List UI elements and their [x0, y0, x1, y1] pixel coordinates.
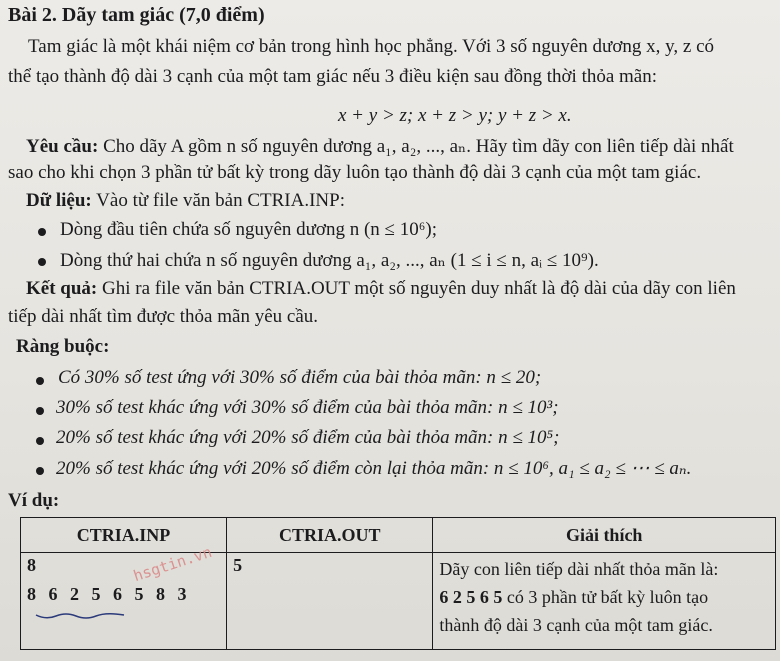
explanation-line-3: thành độ dài 3 cạnh của một tam giác.	[439, 615, 713, 635]
triangle-condition-formula: x + y > z; x + z > y; y + z > x.	[338, 105, 572, 126]
input-sequence: 8 6 2 5 6 5 8 3	[27, 584, 191, 604]
watermark-text: hsgtin.vn	[131, 542, 215, 586]
requirement-label: Yêu cầu:	[26, 136, 99, 157]
output-label: Kết quả:	[26, 278, 98, 299]
constraint-item-2: 30% số test khác ứng với 30% số điểm của bài thỏa mãn: n ≤ 10³;	[56, 397, 559, 418]
requirement-line-2: sao cho khi chọn 3 phần tử bất kỳ trong dãy luôn tạo thành độ dài 3 cạnh của một tam giác.	[8, 162, 702, 183]
explanation-line-1: Dãy con liên tiếp dài nhất thỏa mãn là:	[439, 559, 719, 579]
header-ctria-out: CTRIA.OUT	[227, 518, 433, 553]
constraint-item-4: 20% số test khác ứng với 20% số điểm còn lại thỏa mãn: n ≤ 10⁶, a₁ ≤ a₂ ≤ ⋯ ≤ aₙ.	[56, 458, 692, 479]
requirement-line-1	[26, 135, 734, 158]
bullet-icon	[36, 467, 44, 475]
explanation-cell	[433, 553, 776, 650]
header-ctria-inp: CTRIA.INP	[21, 518, 227, 553]
bullet-icon	[36, 377, 44, 385]
input-bullet-2: Dòng thứ hai chứa n số nguyên dương a₁, a₂, ..., aₙ (1 ≤ i ≤ n, aᵢ ≤ 10⁹).	[60, 250, 599, 271]
output-value: 5	[233, 555, 243, 575]
example-label: Ví dụ:	[8, 490, 60, 511]
constraints-label: Ràng buộc:	[16, 336, 110, 357]
requirement-text: Cho dãy A gồm n số nguyên dương a₁, a₂, ..., aₙ. Hãy tìm dãy con liên tiếp dài nhất	[98, 136, 734, 157]
input-cell	[21, 553, 227, 650]
table-header-row	[21, 518, 776, 553]
output-cell	[227, 553, 433, 650]
input-label: Dữ liệu:	[26, 190, 92, 211]
highlighted-sequence: 6 2 5 6 5	[439, 587, 503, 607]
output-line-1	[26, 278, 736, 300]
bullet-icon	[36, 407, 44, 415]
input-n-value: 8	[27, 555, 36, 575]
input-heading	[26, 190, 345, 212]
output-text: Ghi ra file văn bản CTRIA.OUT một số nguyên duy nhất là độ dài của dãy con liên	[97, 278, 736, 299]
problem-title: Bài 2. Dãy tam giác (7,0 điểm)	[8, 4, 265, 26]
output-line-2: tiếp dài nhất tìm được thỏa mãn yêu cầu.	[8, 306, 319, 327]
header-explanation: Giải thích	[433, 518, 776, 553]
explanation-line-2: 6 2 5 6 5 có 3 phần tử bất kỳ luôn tạo	[439, 587, 709, 607]
constraint-item-1: Có 30% số test ứng với 30% số điểm của bài thỏa mãn: n ≤ 20;	[58, 367, 542, 388]
intro-line-1: Tam giác là một khái niệm cơ bản trong hình học phẳng. Với 3 số nguyên dương x, y, z có	[28, 36, 715, 57]
example-table	[20, 517, 776, 650]
bullet-icon	[38, 258, 46, 266]
intro-line-2: thể tạo thành độ dài 3 cạnh của một tam giác nếu 3 điều kiện sau đồng thời thỏa mãn:	[8, 66, 658, 87]
bullet-icon	[38, 228, 46, 236]
input-text: Vào từ file văn bản CTRIA.INP:	[91, 190, 345, 211]
input-bullet-1: Dòng đầu tiên chứa số nguyên dương n (n ≤ 10⁶);	[60, 219, 437, 240]
constraint-item-3: 20% số test khác ứng với 20% số điểm của bài thỏa mãn: n ≤ 10⁵;	[56, 427, 560, 448]
handwritten-underline-icon	[34, 611, 126, 621]
bullet-icon	[36, 437, 44, 445]
